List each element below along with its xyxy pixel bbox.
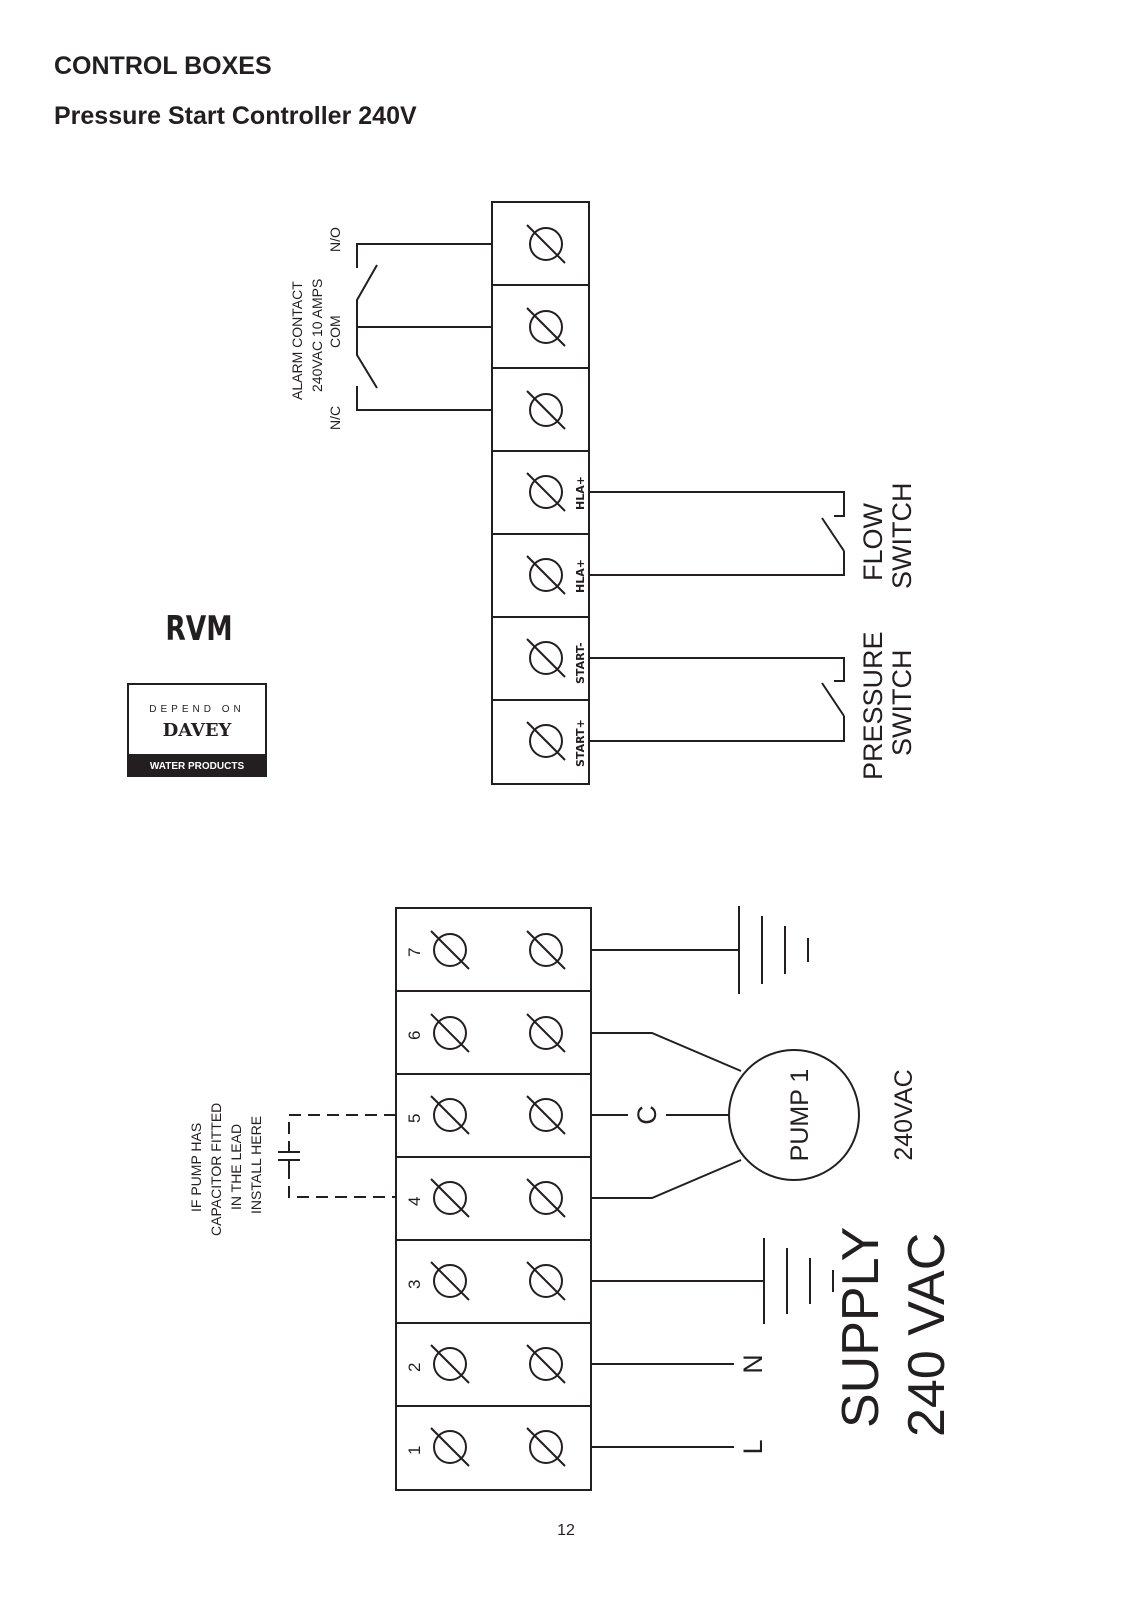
screw-terminal-lower-outer-6 [527,1014,565,1052]
earth-ground-symbol-top [591,906,808,994]
alarm-nc-label: N/C [327,405,343,430]
capacitor-note-line1: IF PUMP HAS [188,1122,204,1212]
terminal-number-7: 7 [405,947,424,957]
alarm-contact-wiring [357,244,492,410]
terminal-number-5: 5 [405,1113,424,1123]
terminal-number-3: 3 [405,1279,424,1289]
screw-terminal-lower-inner-6 [431,1014,469,1052]
screw-terminal-lower-outer-4 [527,1179,565,1217]
screw-terminal-lower-inner-3 [431,1262,469,1300]
screw-terminal-upper-6 [527,639,565,677]
screw-terminal-lower-inner-4 [431,1179,469,1217]
page-number: 12 [557,1522,575,1539]
terminal-label-start-plus: START+ [574,719,587,767]
flow-switch-label-1: FLOW [858,503,888,581]
pump-label: PUMP 1 [786,1068,814,1162]
screw-terminal-lower-outer-3 [527,1262,565,1300]
screw-terminal-upper-4 [527,473,565,511]
live-label: L [738,1439,768,1455]
screw-terminal-lower-inner-2 [431,1345,469,1383]
supply-label [832,1227,956,1437]
supply-label-line2: 240 VAC [898,1232,956,1437]
section-title: CONTROL BOXES [54,52,272,80]
switch-labels [858,483,917,780]
lower-screw-terminals [431,931,565,1466]
pump-voltage-label: 240VAC [890,1069,918,1161]
flow-switch-label-2: SWITCH [887,482,917,589]
terminal-number-6: 6 [405,1030,424,1040]
screw-terminal-upper-2 [527,308,565,346]
page-subtitle: Pressure Start Controller 240V [54,102,417,130]
screw-terminal-lower-outer-5 [527,1096,565,1134]
common-c-label: C [632,1105,662,1125]
screw-terminal-upper-7 [527,722,565,760]
terminal-numbers [405,948,424,1455]
pressure-switch-label-2: SWITCH [887,649,917,756]
terminal-label-hla2: HLA+ [574,559,587,593]
screw-terminal-upper-5 [527,556,565,594]
screw-terminal-lower-inner-1 [431,1428,469,1466]
pressure-switch-wiring [589,658,844,741]
alarm-label-line2: 240VAC 10 AMPS [309,278,325,392]
screw-terminal-lower-outer-2 [527,1345,565,1383]
terminal-label-hla1: HLA+ [574,476,587,510]
alarm-no-label: N/O [327,227,343,252]
capacitor-note-line2: CAPACITOR FITTED [208,1102,224,1236]
screw-terminal-lower-outer-7 [527,931,565,969]
rvm-logo [165,610,232,649]
screw-terminal-lower-inner-5 [431,1096,469,1134]
upper-screw-terminals [527,225,565,760]
pressure-switch-label-1: PRESSURE [858,631,888,780]
screw-terminal-upper-3 [527,391,565,429]
terminal-number-2: 2 [405,1362,424,1372]
upper-terminal-labels [574,476,587,767]
terminal-number-1: 1 [405,1445,424,1455]
capacitor-note [188,1103,264,1236]
supply-label-line1: SUPPLY [832,1226,890,1428]
terminal-number-4: 4 [405,1196,424,1206]
earth-ground-symbol-bottom [591,1238,833,1324]
davey-tagline: DEPEND ON [149,704,245,715]
screw-terminal-upper-1 [527,225,565,263]
alarm-label-line1: ALARM CONTACT [289,281,305,400]
flow-switch-wiring [589,492,844,575]
davey-brand: DAVEY [162,720,232,741]
screw-terminal-lower-outer-1 [527,1428,565,1466]
davey-logo [128,684,266,776]
capacitor-connection [278,1115,396,1197]
capacitor-note-line3: IN THE LEAD [228,1123,244,1210]
terminal-label-start-minus: START- [574,642,587,684]
davey-water-products: WATER PRODUCTS [149,761,245,772]
rvm-logo-text: RVM [165,609,233,649]
capacitor-note-line4: INSTALL HERE [248,1115,264,1214]
alarm-com-label: COM [327,315,343,348]
supply-wiring [591,1364,734,1447]
alarm-contact-labels [289,227,343,430]
neutral-label: N [738,1354,768,1374]
screw-terminal-lower-inner-7 [431,931,469,969]
